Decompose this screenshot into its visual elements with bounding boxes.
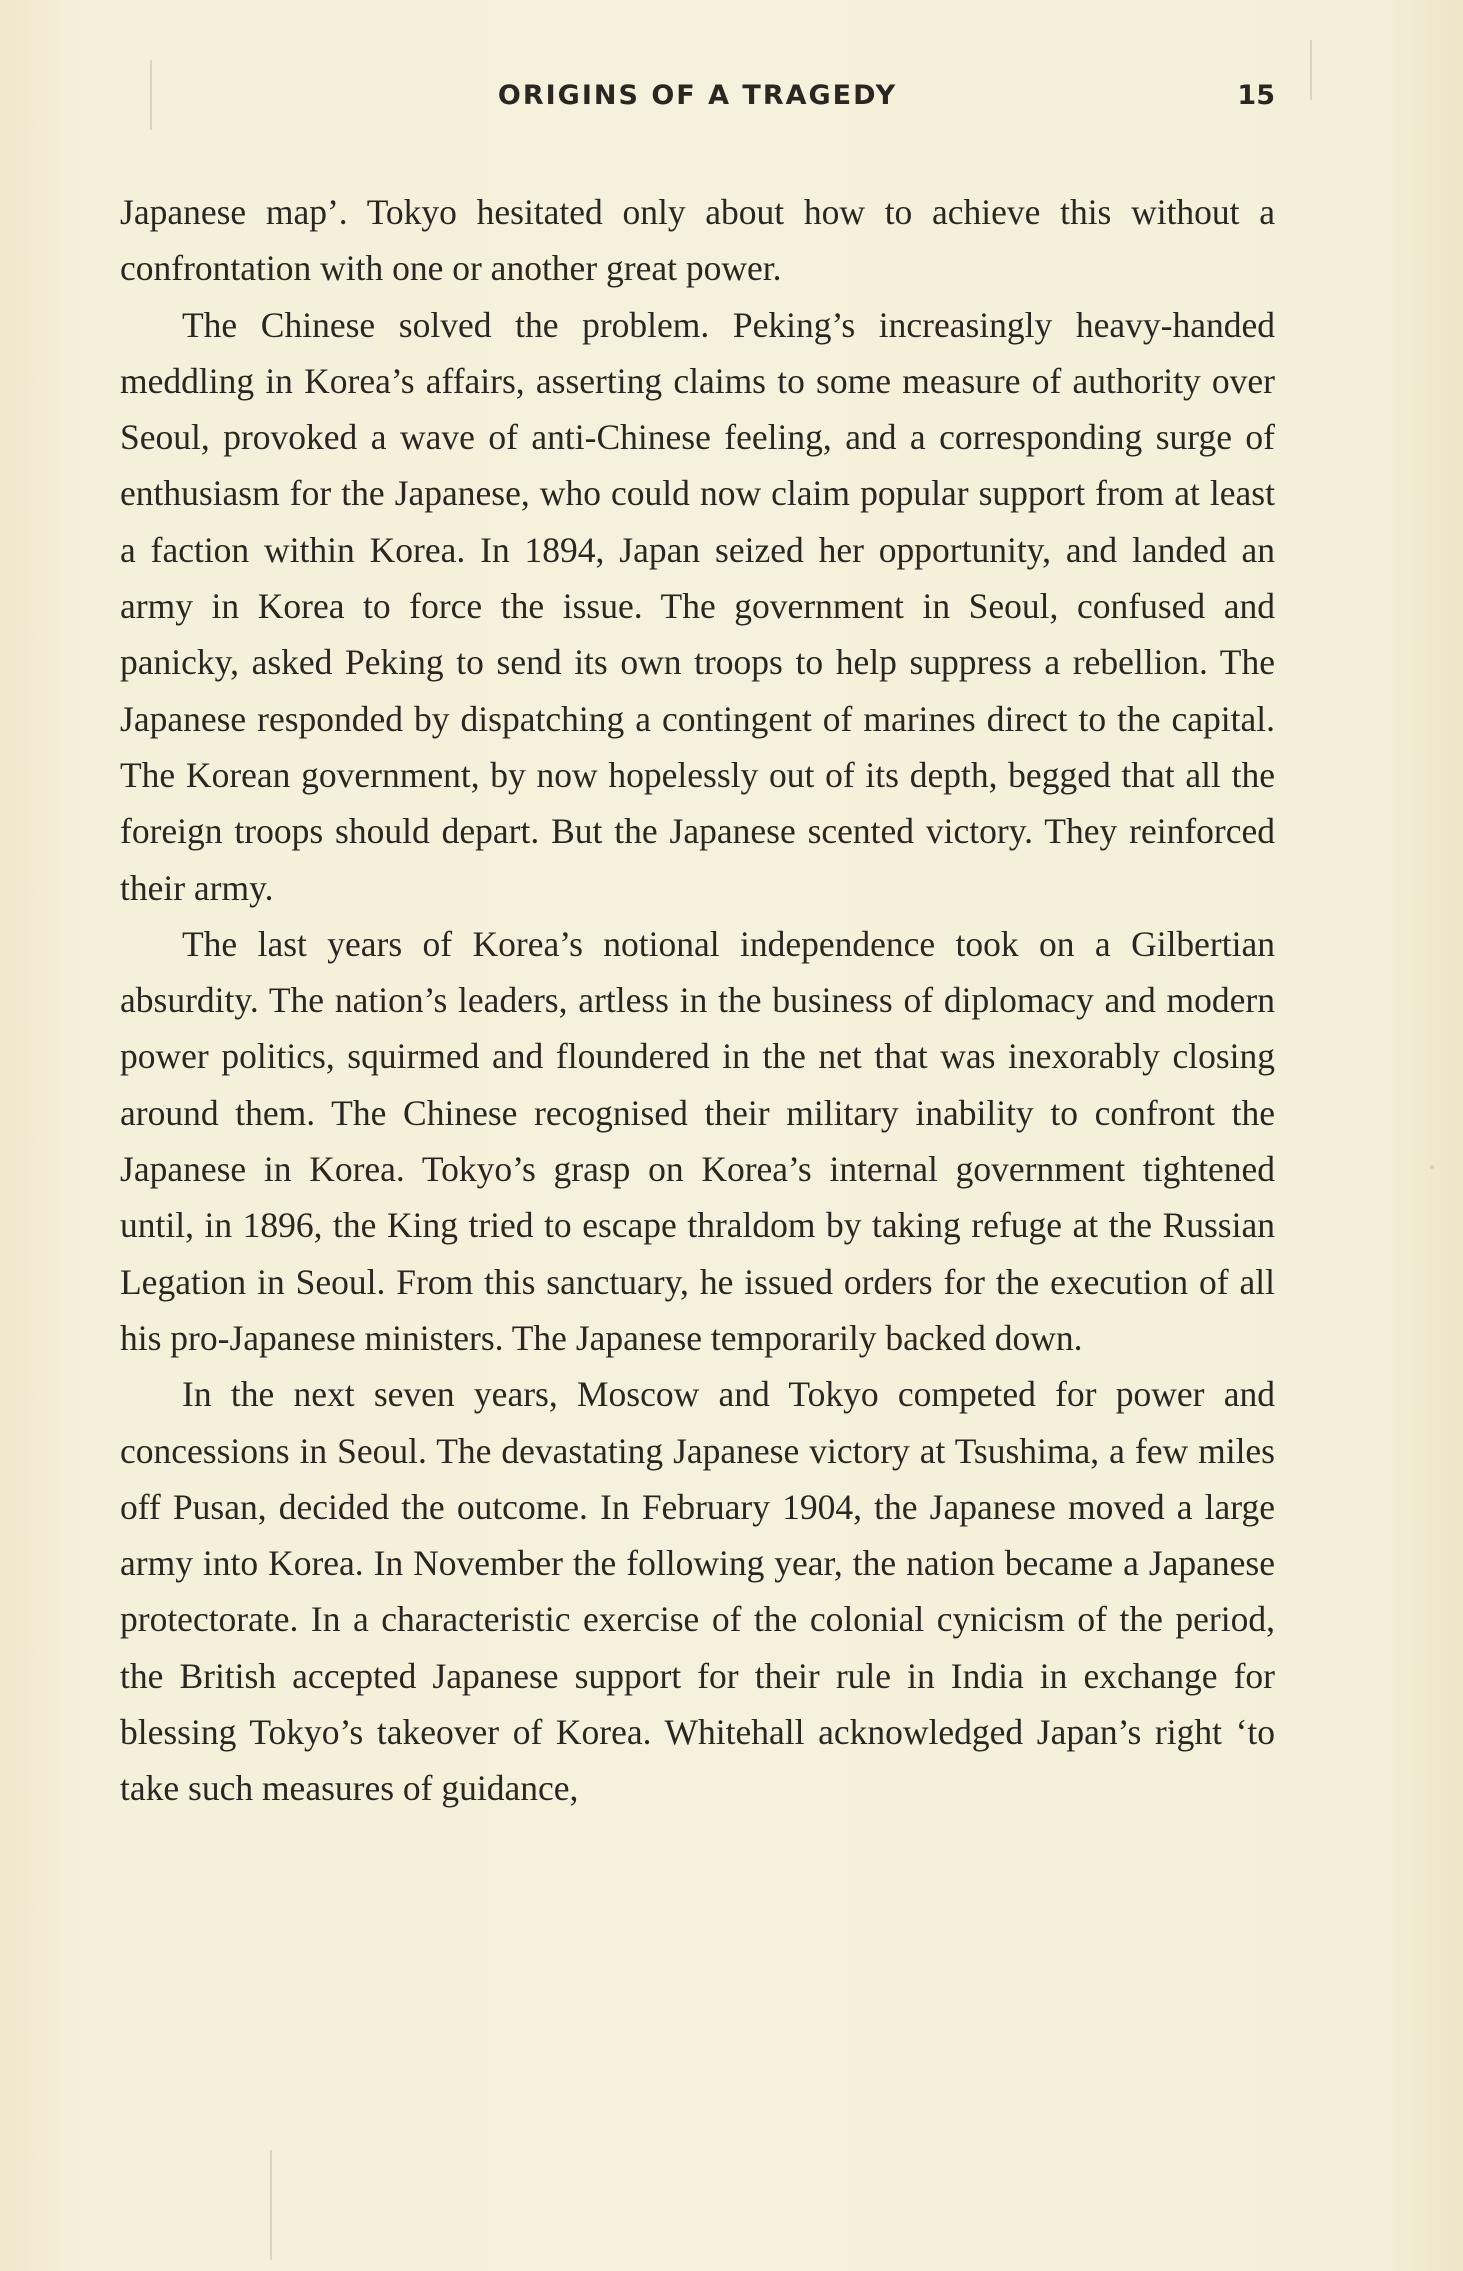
paragraph-3: The last years of Korea’s notional independence took on a Gilbertian absurdity. The nation’s leaders, artless in the business of diplomacy and modern power politics, squirmed and floundered in the net that was inexorably closing around them. The Chinese recognised their military inability to confront the Japanese in Korea. Tokyo’s grasp on Korea’s internal government tightened until, in 1896, the King tried to escape thraldom by taking refuge at the Russian Legation in Seoul. From this sanctuary, he issued orders for the execution of all his pro-Japanese ministers. The Japanese temporarily backed down. (120, 923, 1275, 1358)
running-title: ORIGINS OF A TRAGEDY (497, 80, 898, 111)
paragraph-1: Japanese map’. Tokyo hesitated only about how to achieve this without a confrontation with one or another great power. (120, 192, 1275, 289)
body-text (120, 184, 1275, 1817)
paragraph-2: The Chinese solved the problem. Peking’s increasingly heavy-handed meddling in Korea’s affairs, asserting claims to some measure of authority over Seoul, provoked a wave of anti-Chinese feeling, and a corresponding surge of enthusiasm for the Japanese, who could now claim popular support from at least a faction within Korea. In 1894, Japan seized her opportunity, and landed an army in Korea to force the issue. The government in Seoul, confused and panicky, asked Peking to send its own troops to help suppress a rebellion. The Japanese responded by dispatching a contingent of marines direct to the capital. The Korean government, by now hopelessly out of its depth, begged that all the foreign troops should depart. But the Japanese scented victory. They reinforced their army. (120, 304, 1275, 908)
running-header (120, 80, 1275, 120)
page-smudge (270, 2150, 272, 2260)
paragraph-4: In the next seven years, Moscow and Tokyo competed for power and concessions in Seoul. The devastating Japanese victory at Tsushima, a few miles off Pusan, decided the outcome. In February 1904, the Japanese moved a large army into Korea. In November the following year, the nation became a Japanese protectorate. In a characteristic exercise of the colonial cynicism of the period, the British accepted Japanese support for their rule in India in exchange for blessing Tokyo’s takeover of Korea. Whitehall acknowledged Japan’s right ‘to take such measures of guidance, (120, 1374, 1275, 1809)
page-number: 15 (1237, 80, 1275, 111)
page-smudge (1430, 1165, 1434, 1169)
page-smudge (1310, 40, 1312, 100)
